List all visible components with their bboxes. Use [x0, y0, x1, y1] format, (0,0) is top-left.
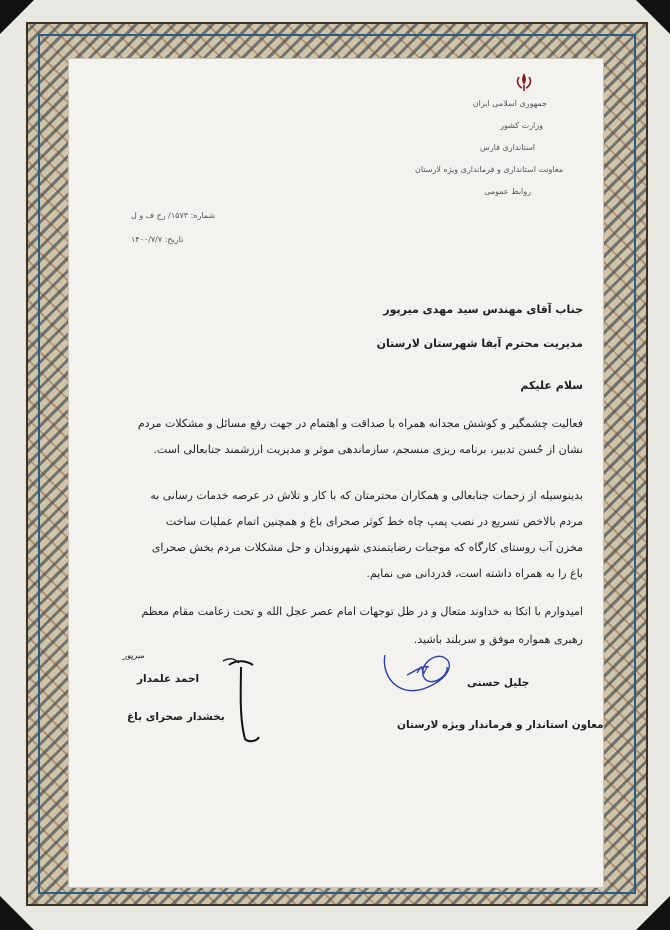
signer-left-title: بخشدار صحرای باغ [127, 711, 225, 723]
paragraph-1-line-2: نشان از حُسن تدبیر، برنامه ریزی منسجم، سازماندهی موثر و مدیریت ارزشمند جنابعالی است. [153, 443, 583, 456]
header-line-province: استانداری فارس [480, 143, 535, 152]
header-line-ministry: وزارت کشور [500, 121, 543, 130]
header-line-deputy: معاونت استانداری و فرمانداری ویژه لارستان [415, 165, 563, 174]
signature-left-icon [219, 647, 269, 747]
letter-number: شماره: ۱۵۷۳/ رج ف و ل [131, 211, 216, 220]
paragraph-3-line-2: رهبری همواره موفق و سربلند باشید. [413, 633, 583, 646]
header-line-country: جمهوری اسلامی ایران [472, 99, 547, 108]
signer-right-title: معاون استاندار و فرماندار ویژه لارستان [397, 719, 604, 731]
signer-right-name: جلیل حسنی [467, 677, 530, 689]
greeting: سلام علیکم [520, 379, 583, 392]
addressee-title: مدیریت محترم آبفا شهرستان لارستان [376, 337, 583, 350]
addressee-name: جناب آقای مهندس سید مهدی میرپور [383, 303, 583, 316]
paragraph-3-line-1: امیدوارم با اتکا به خداوند متعال و در ظل توجهات امام عصر عجل الله و تحت زعامت مقام معظم [141, 605, 583, 618]
signature-left-handwritten: میرپور [123, 651, 145, 660]
signer-left-name: احمد علمدار [137, 673, 200, 685]
paragraph-2-line-2: مردم بالاخص تسریع در نصب پمپ چاه خط کوثر صحرای باغ و همچنین اتمام عملیات ساخت [165, 515, 583, 528]
certificate-paper [68, 58, 604, 888]
header-line-public-relations: روابط عمومی [484, 187, 531, 196]
paragraph-2-line-1: بدینوسیله از زحمات جنابعالی و همکاران محترمتان که با کار و تلاش در عرصه خدمات رسانی به [150, 489, 583, 502]
paragraph-2-line-3: مخزن آب روستای کارگاه که موجبات رضایتمندی شهروندان و حل مشکلات مردم بخش صحرای [151, 541, 583, 554]
iran-emblem-icon [513, 71, 535, 93]
letter-date: تاریخ: ۱۴۰۰/۷/۷ [131, 235, 184, 244]
signature-right-icon [377, 645, 467, 705]
paragraph-2-line-4: باغ را به همراه داشته است، قدردانی می نمایم. [366, 567, 583, 580]
paragraph-1-line-1: فعالیت چشمگیر و کوشش مجدانه همراه با صداقت و اهتمام در جهت رفع مسائل و مشکلات مردم [137, 417, 583, 430]
